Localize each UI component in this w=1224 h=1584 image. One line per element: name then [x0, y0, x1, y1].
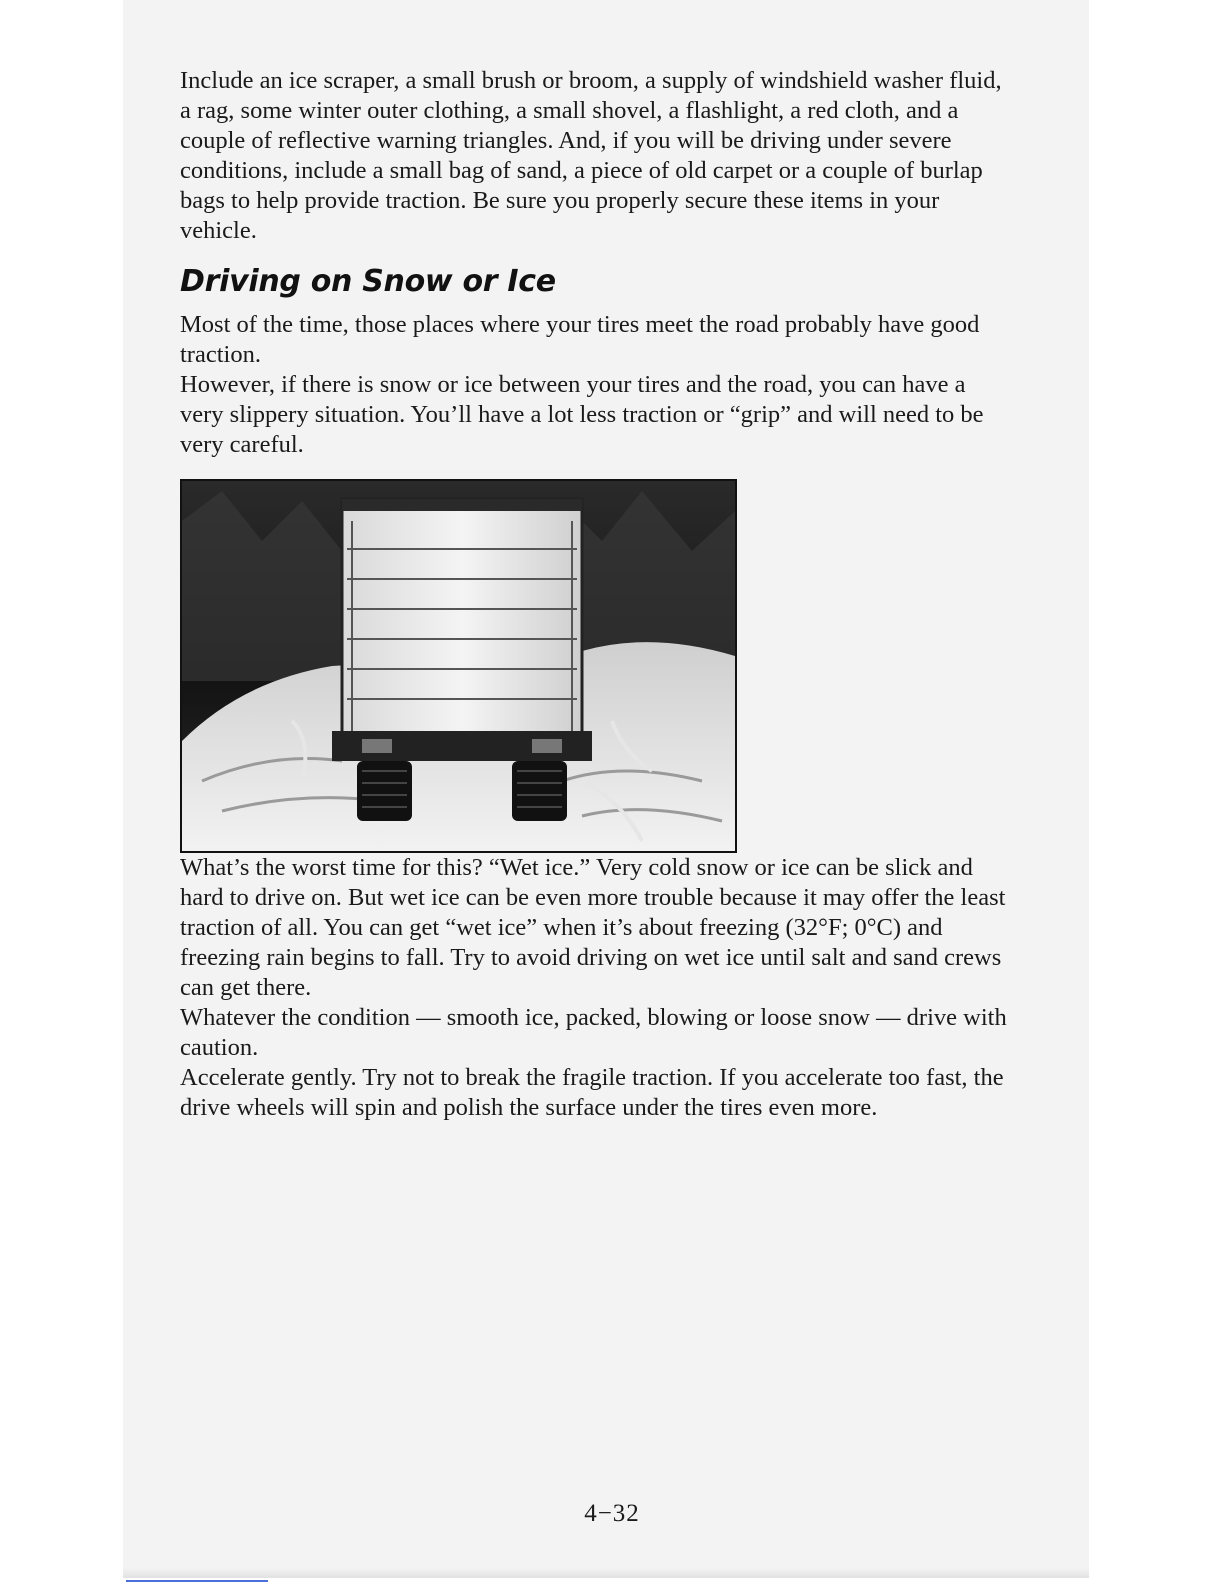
- page-bottom-edge: [123, 1568, 1089, 1578]
- paragraph-wet-ice: What’s the worst time for this? “Wet ice.” Very cold snow or ice can be slick and hard to drive on. But wet ice can be even more trouble because it may offer the least traction of all. You can get “wet ice” when it’s about freezing (32°F; 0°C) and freezing rain begins to fall. Try to avoid driving on wet ice until salt and sand crews can get there.: [180, 854, 1006, 1001]
- paragraph-slippery-situation: However, if there is snow or ice between your tires and the road, you can have a very slippery situation. You’ll have a lot less traction or “grip” and will need to be very careful.: [180, 371, 984, 458]
- paragraph-drive-with-caution: Whatever the condition — smooth ice, packed, blowing or loose snow — drive with caution.: [180, 1004, 1007, 1061]
- page-content: [180, 66, 1010, 1123]
- paragraph-good-traction: Most of the time, those places where your tires meet the road probably have good traction.: [180, 311, 980, 368]
- section-heading: Driving on Snow or Ice: [180, 264, 556, 299]
- page-number: 4−32: [584, 1500, 640, 1527]
- paragraph-accelerate-gently: Accelerate gently. Try not to break the fragile traction. If you accelerate too fast, the drive wheels will spin and polish the surface under the tires even more.: [180, 1064, 1004, 1121]
- paragraph-emergency-items: Include an ice scraper, a small brush or broom, a supply of windshield washer fluid, a rag, some winter outer clothing, a small shovel, a flashlight, a red cloth, and a couple of reflective warning triangles. And, if you will be driving under severe conditions, include a small bag of sand, a piece of old carpet or a couple of burlap bags to help provide traction. Be sure you properly secure these items in your vehicle.: [180, 67, 1002, 244]
- truck-on-snow-photo: [180, 479, 737, 853]
- page-link-underline: [126, 1580, 268, 1582]
